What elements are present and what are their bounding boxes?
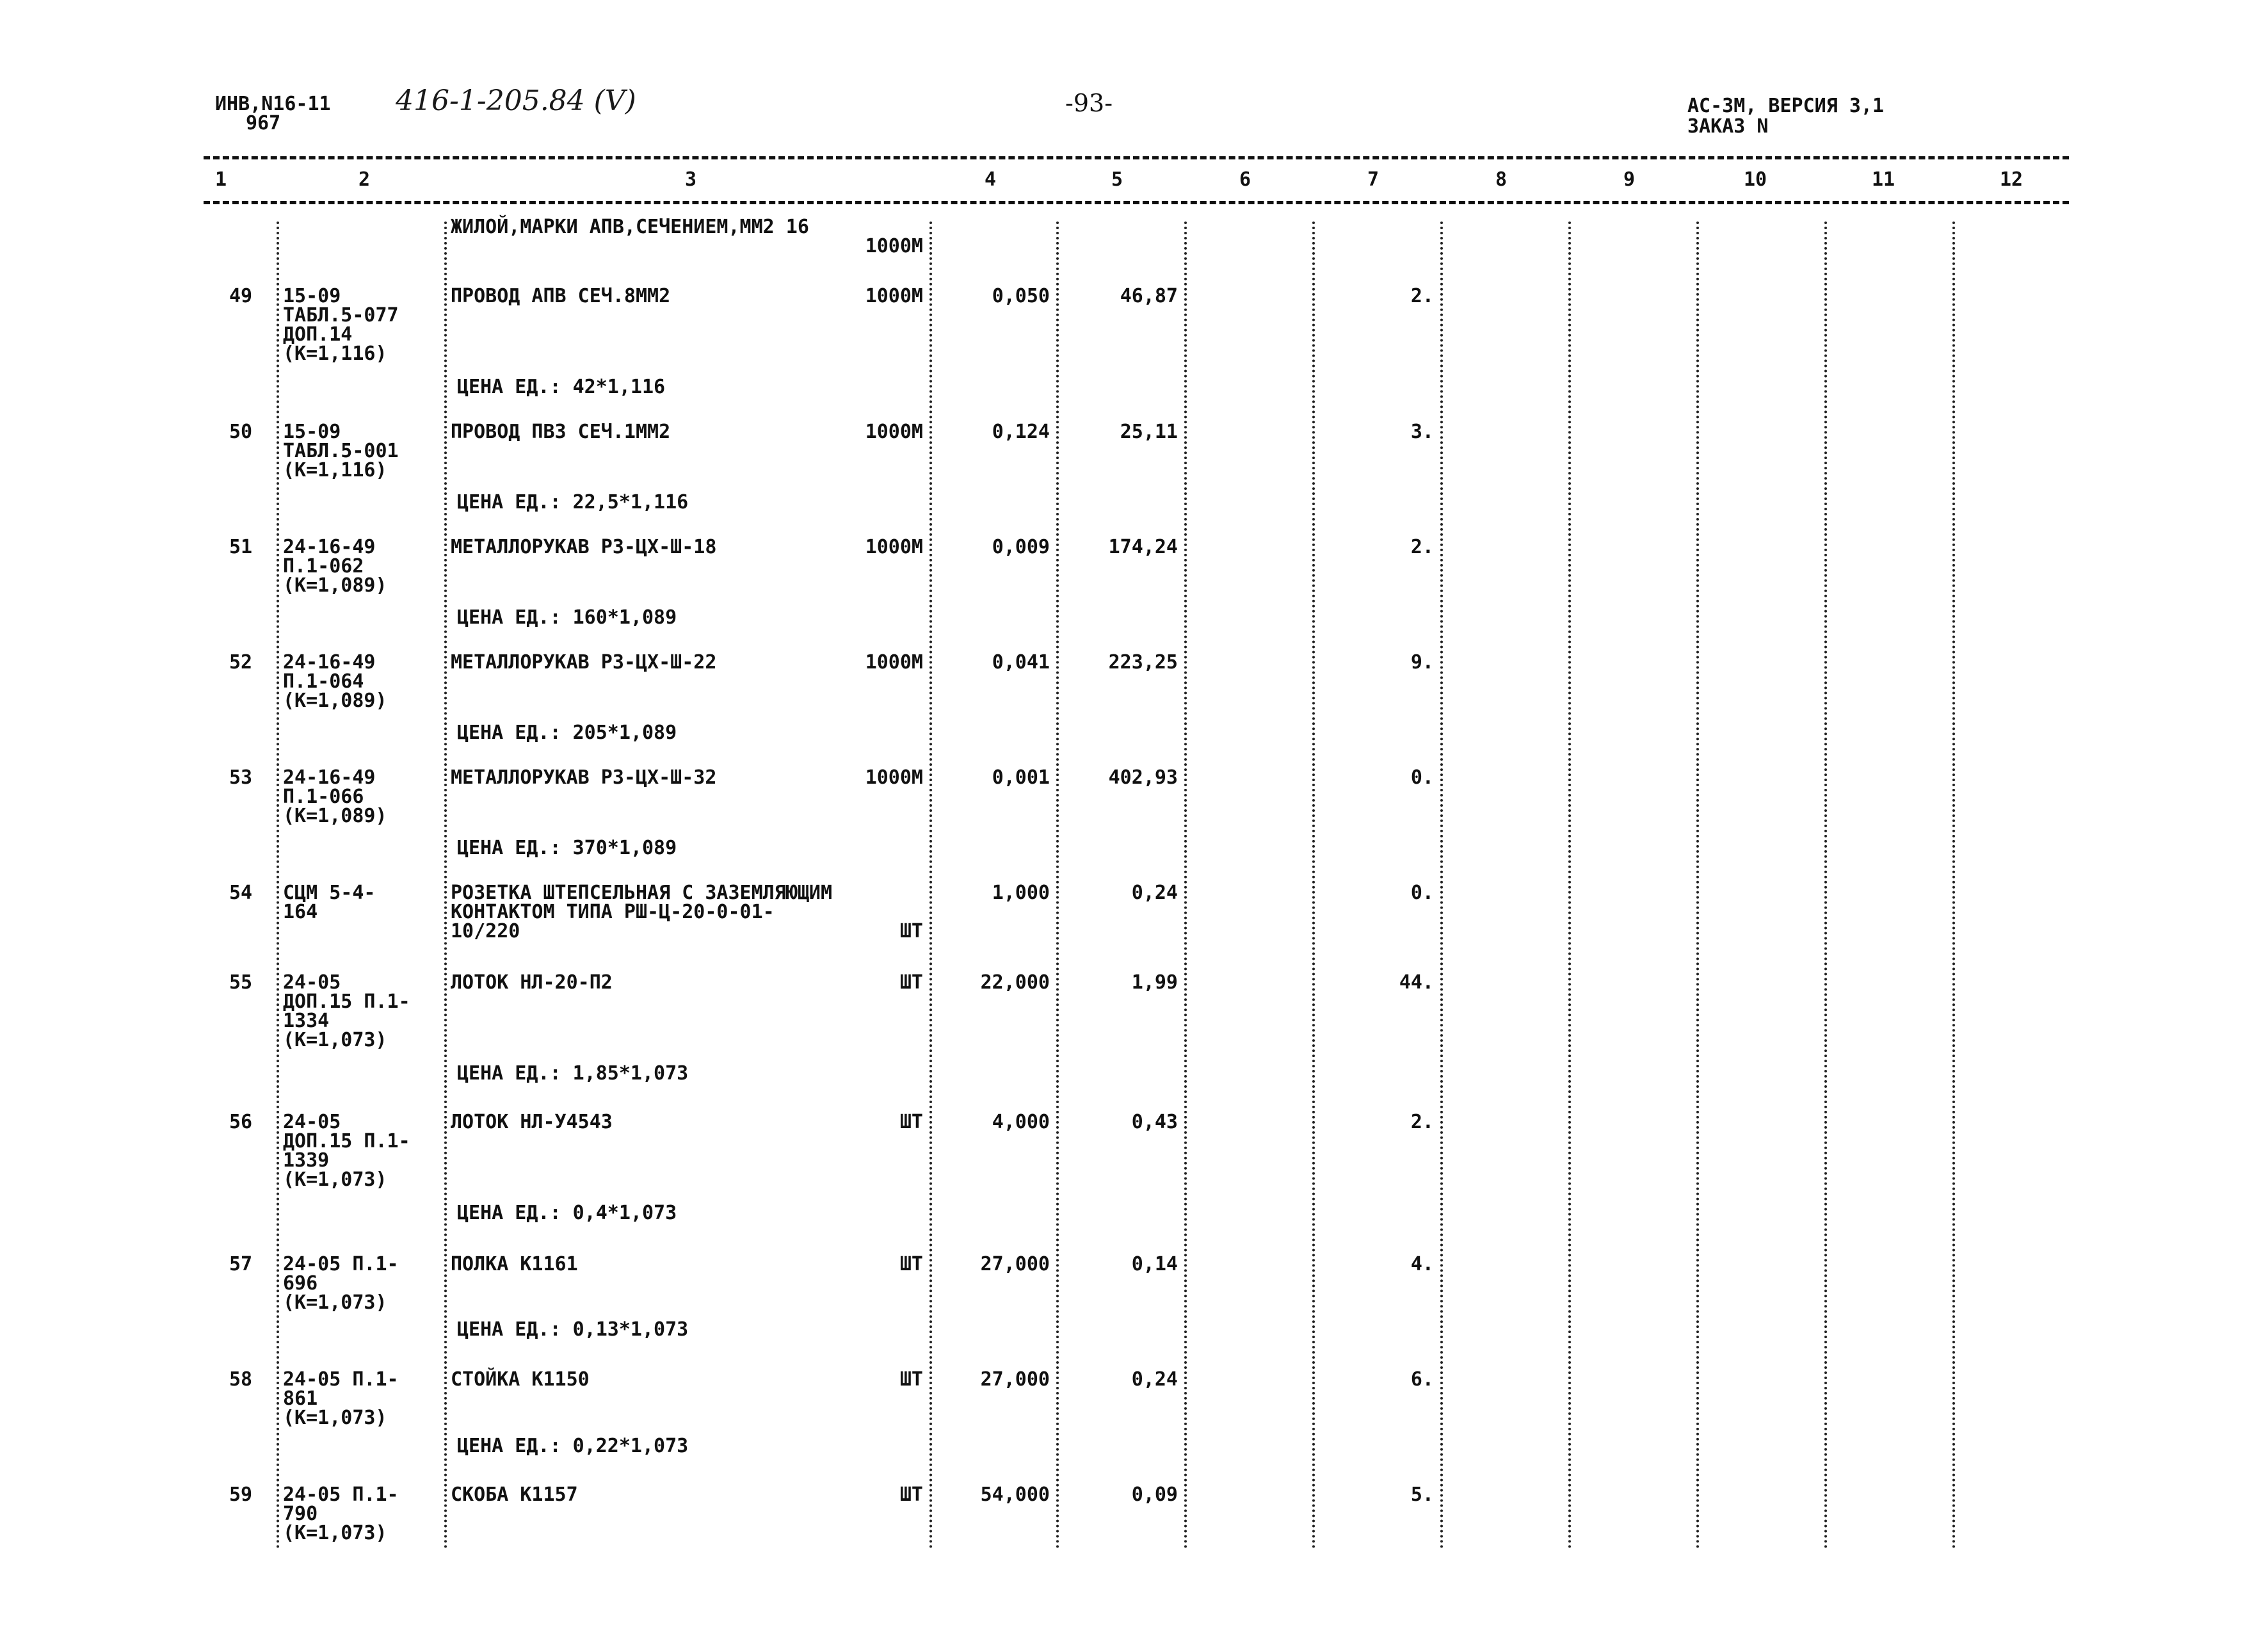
column-separator	[1824, 222, 1827, 1549]
row-unit: 1000М	[865, 651, 923, 674]
row-quantity: 22,000	[980, 971, 1050, 994]
column-header-7: 7	[1367, 168, 1379, 191]
column-header-9: 9	[1623, 168, 1636, 191]
row-code: 24-16-49	[283, 536, 376, 558]
row-quantity: 1,000	[992, 882, 1050, 904]
column-header-1: 1	[215, 168, 227, 191]
row-price: 223,25	[1108, 651, 1178, 674]
row-code: 696	[283, 1272, 318, 1295]
row-code: П.1-062	[283, 555, 364, 578]
row-quantity: 0,001	[992, 766, 1050, 789]
row-number: 56	[229, 1111, 253, 1133]
header-rule	[204, 201, 2069, 204]
row-column-7: 5.	[1410, 1483, 1434, 1506]
row-code: ТАБЛ.5-077	[283, 304, 399, 327]
row-unit: ШТ	[899, 971, 923, 994]
continuation-unit: 1000М	[865, 235, 923, 257]
row-number: 49	[229, 285, 253, 307]
row-price: 1,99	[1131, 971, 1178, 994]
row-column-7: 2.	[1410, 285, 1434, 307]
row-name: МЕТАЛЛОРУКАВ Р3-ЦХ-Ш-18	[451, 536, 717, 558]
row-code: (К=1,073)	[283, 1168, 387, 1191]
column-separator	[1952, 222, 1955, 1549]
row-name: ПРОВОД ПВ3 СЕЧ.1ММ2	[451, 421, 671, 443]
row-price: 0,09	[1131, 1483, 1178, 1506]
row-column-7: 3.	[1410, 421, 1434, 443]
column-header-2: 2	[358, 168, 371, 191]
row-number: 55	[229, 971, 253, 994]
row-unit: ШТ	[899, 920, 923, 942]
row-column-7: 0.	[1410, 766, 1434, 789]
row-unit: 1000М	[865, 766, 923, 789]
row-unit: 1000М	[865, 536, 923, 558]
row-price: 0,14	[1131, 1253, 1178, 1275]
row-code: 24-05	[283, 1111, 341, 1133]
column-header-4: 4	[985, 168, 997, 191]
row-unit: ШТ	[899, 1253, 923, 1275]
row-code: 24-05 П.1-	[283, 1483, 399, 1506]
row-quantity: 54,000	[980, 1483, 1050, 1506]
row-code: СЦМ 5-4-	[283, 882, 376, 904]
column-header-8: 8	[1495, 168, 1508, 191]
row-price: 0,24	[1131, 1368, 1178, 1391]
inventory-header	[215, 95, 331, 133]
row-name: МЕТАЛЛОРУКАВ Р3-ЦХ-Ш-32	[451, 766, 717, 789]
row-quantity: 4,000	[992, 1111, 1050, 1133]
row-number: 58	[229, 1368, 253, 1391]
row-code: (К=1,073)	[283, 1522, 387, 1544]
row-unit: ШТ	[899, 1483, 923, 1506]
row-code: ТАБЛ.5-001	[283, 440, 399, 462]
row-number: 52	[229, 651, 253, 674]
column-header-11: 11	[1872, 168, 1895, 191]
row-code: 861	[283, 1387, 318, 1410]
row-code: (К=1,073)	[283, 1291, 387, 1314]
row-name: 10/220	[451, 920, 520, 942]
column-separator	[1056, 222, 1059, 1549]
inventory-subnumber: 967	[246, 112, 281, 134]
column-separator	[444, 222, 447, 1549]
row-price: 46,87	[1120, 285, 1178, 307]
row-price-note: ЦЕНА ЕД.: 0,4*1,073	[457, 1202, 677, 1224]
row-code: (К=1,073)	[283, 1029, 387, 1051]
version-header	[1687, 96, 1884, 137]
row-code: ДОП.14	[283, 323, 353, 346]
row-price: 0,43	[1131, 1111, 1178, 1133]
row-code: 24-16-49	[283, 651, 376, 674]
column-separator	[929, 222, 932, 1549]
row-code: 24-05 П.1-	[283, 1368, 399, 1391]
row-column-7: 4.	[1410, 1253, 1434, 1275]
row-unit: ШТ	[899, 1111, 923, 1133]
row-quantity: 0,041	[992, 651, 1050, 674]
row-name: ЛОТОК НЛ-У4543	[451, 1111, 613, 1133]
handwritten-project-code: 416-1-205.84 (V)	[396, 85, 636, 117]
column-header-6: 6	[1239, 168, 1251, 191]
row-name: ПРОВОД АПВ СЕЧ.8ММ2	[451, 285, 671, 307]
row-name: КОНТАКТОМ ТИПА РШ-Ц-20-0-01-	[451, 901, 775, 923]
row-quantity: 27,000	[980, 1253, 1050, 1275]
row-column-7: 44.	[1399, 971, 1434, 994]
page-number: -93-	[1065, 89, 1113, 117]
row-price: 25,11	[1120, 421, 1178, 443]
row-price-note: ЦЕНА ЕД.: 22,5*1,116	[457, 491, 689, 513]
row-price-note: ЦЕНА ЕД.: 205*1,089	[457, 722, 677, 744]
column-header-3: 3	[685, 168, 697, 191]
row-name: РОЗЕТКА ШТЕПСЕЛЬНАЯ С ЗАЗЕМЛЯЮЩИМ	[451, 882, 833, 904]
row-price: 402,93	[1108, 766, 1178, 789]
row-code: 790	[283, 1503, 318, 1525]
row-number: 54	[229, 882, 253, 904]
row-code: 24-05 П.1-	[283, 1253, 399, 1275]
row-price-note: ЦЕНА ЕД.: 42*1,116	[457, 376, 666, 398]
column-header-10: 10	[1744, 168, 1767, 191]
row-quantity: 0,124	[992, 421, 1050, 443]
row-code: (К=1,089)	[283, 690, 387, 712]
row-price: 0,24	[1131, 882, 1178, 904]
row-code: (К=1,073)	[283, 1407, 387, 1429]
column-separator	[277, 222, 279, 1549]
row-quantity: 0,050	[992, 285, 1050, 307]
top-rule	[204, 156, 2069, 159]
column-header-5: 5	[1111, 168, 1123, 191]
row-quantity: 27,000	[980, 1368, 1050, 1391]
column-header-12: 12	[2000, 168, 2023, 191]
row-code: 24-05	[283, 971, 341, 994]
row-name: МЕТАЛЛОРУКАВ Р3-ЦХ-Ш-22	[451, 651, 717, 674]
row-price-note: ЦЕНА ЕД.: 0,22*1,073	[457, 1435, 689, 1457]
order-label: ЗАКАЗ N	[1687, 115, 1769, 138]
row-name: ЛОТОК НЛ-20-П2	[451, 971, 613, 994]
row-price-note: ЦЕНА ЕД.: 370*1,089	[457, 837, 677, 859]
row-price: 174,24	[1108, 536, 1178, 558]
row-column-7: 6.	[1410, 1368, 1434, 1391]
row-name: ПОЛКА К1161	[451, 1253, 578, 1275]
row-quantity: 0,009	[992, 536, 1050, 558]
row-code: ДОП.15 П.1-	[283, 990, 410, 1013]
row-column-7: 9.	[1410, 651, 1434, 674]
version-label: АС-3М, ВЕРСИЯ 3,1	[1687, 95, 1885, 117]
column-separator	[1568, 222, 1571, 1549]
row-unit: 1000М	[865, 285, 923, 307]
row-code: 1334	[283, 1010, 330, 1032]
row-code: 15-09	[283, 421, 341, 443]
row-code: П.1-064	[283, 670, 364, 693]
row-code: 15-09	[283, 285, 341, 307]
row-price-note: ЦЕНА ЕД.: 160*1,089	[457, 606, 677, 629]
column-separator	[1184, 222, 1187, 1549]
row-unit: 1000М	[865, 421, 923, 443]
row-name: СКОБА К1157	[451, 1483, 578, 1506]
row-column-7: 2.	[1410, 536, 1434, 558]
row-number: 51	[229, 536, 253, 558]
column-separator	[1312, 222, 1315, 1549]
row-code: 24-16-49	[283, 766, 376, 789]
row-price-note: ЦЕНА ЕД.: 0,13*1,073	[457, 1318, 689, 1341]
column-separator	[1696, 222, 1699, 1549]
row-column-7: 0.	[1410, 882, 1434, 904]
row-number: 57	[229, 1253, 253, 1275]
row-unit: ШТ	[899, 1368, 923, 1391]
row-code: (К=1,089)	[283, 574, 387, 597]
inventory-number: ИНВ,N16-11	[215, 93, 331, 115]
row-number: 59	[229, 1483, 253, 1506]
continuation-name: ЖИЛОЙ,МАРКИ АПВ,СЕЧЕНИЕМ,ММ2 16	[451, 216, 809, 238]
row-number: 53	[229, 766, 253, 789]
row-code: 1339	[283, 1149, 330, 1172]
row-code: (К=1,116)	[283, 459, 387, 481]
row-code: (К=1,116)	[283, 343, 387, 365]
row-number: 50	[229, 421, 253, 443]
row-column-7: 2.	[1410, 1111, 1434, 1133]
row-code: П.1-066	[283, 786, 364, 808]
row-code: ДОП.15 П.1-	[283, 1130, 410, 1152]
row-code: (К=1,089)	[283, 805, 387, 827]
row-code: 164	[283, 901, 318, 923]
row-name: СТОЙКА К1150	[451, 1368, 590, 1391]
row-price-note: ЦЕНА ЕД.: 1,85*1,073	[457, 1062, 689, 1085]
column-separator	[1440, 222, 1443, 1549]
